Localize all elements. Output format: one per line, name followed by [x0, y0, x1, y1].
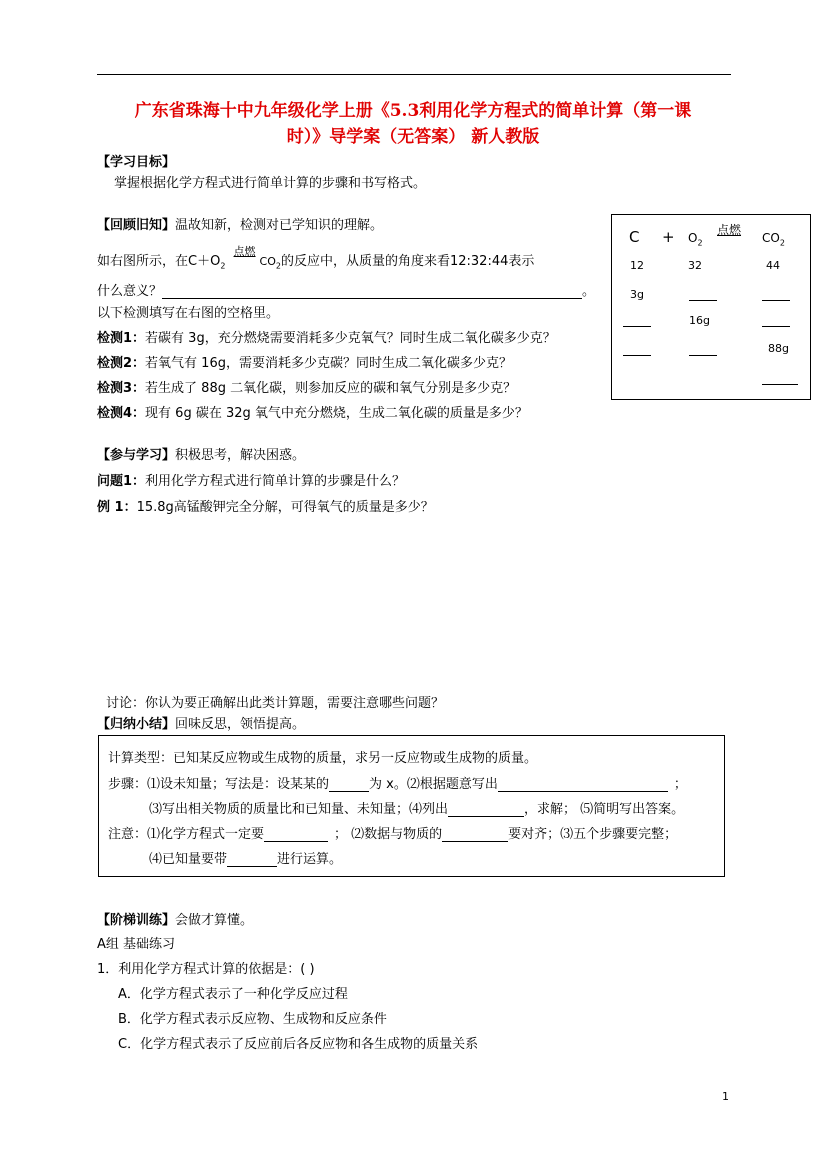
box-burning-condition: 点燃 [717, 223, 742, 237]
option-b[interactable]: B．化学方程式表示反应物、生成物和反应条件 [118, 1012, 387, 1027]
goal-text: 掌握根据化学方程式进行简单计算的步骤和书写格式。 [114, 176, 427, 191]
test-1-text: 若碳有 3g，充分燃烧需要消耗多少克氧气？同时生成二氧化碳多少克？ [145, 331, 556, 346]
blank-co2-row3[interactable] [762, 326, 790, 327]
training-heading: 【阶梯训练】 [97, 913, 176, 928]
co2-box-subscript: 2 [779, 238, 785, 248]
steps2-text-b: ，求解； ⑸简明写出答案。 [524, 802, 685, 817]
steps2-text-a: ⑶写出相关物质的质量比和已知量、未知量；⑷列出 [149, 802, 449, 817]
participate-heading: 【参与学习】 [97, 448, 176, 463]
example-1-text: 15.8g高锰酸钾完全分解，可得氧气的质量是多少？ [136, 500, 434, 515]
test-4 [97, 402, 528, 421]
reaction-mass-box [611, 214, 811, 400]
note2-text-a: ⑷已知量要带 [149, 852, 228, 867]
header-rule [97, 74, 731, 75]
review-line-3: 以下检测填写在右图的空格里。 [97, 306, 280, 321]
steps-line-1 [108, 773, 687, 792]
equation-text-c: 的反应中，从质量的角度来看12:32:44表示 [280, 254, 535, 269]
note2-text-b: 进行运算。 [277, 852, 343, 867]
test-1-label: 检测1： [97, 331, 146, 346]
goal-heading: 【学习目标】 [97, 155, 176, 170]
o2-subscript: 2 [220, 261, 226, 271]
note-text-c: 要对齐；⑶五个步骤要完整； [508, 827, 678, 842]
burning-condition [230, 245, 260, 269]
test-2 [97, 352, 512, 371]
co2-text: CO [259, 255, 276, 268]
page-number: 1 [722, 1090, 729, 1103]
question-1 [97, 470, 405, 489]
steps-text-a: 步骤：⑴设未知量；写法是：设某某的 [108, 777, 330, 792]
steps-text-b: 为 x。⑵根据题意写出 [369, 777, 498, 792]
equation-blank[interactable] [498, 778, 668, 792]
given-oxygen-16g: 16g [689, 314, 710, 327]
co2-subscript: 2 [275, 261, 281, 271]
question-1-text: 利用化学方程式进行简单计算的步骤是什么？ [145, 474, 406, 489]
test-3 [97, 377, 516, 396]
participate-heading-line [97, 444, 305, 463]
ratio-co2: 44 [766, 259, 780, 272]
alignment-blank[interactable] [442, 828, 508, 842]
blank-carbon-row3[interactable] [623, 326, 651, 327]
given-carbon-3g: 3g [630, 288, 644, 301]
discussion: 讨论：你认为要正确解出此类计算题，需要注意哪些问题？ [106, 696, 445, 711]
burning-condition-label: 点燃 [233, 245, 256, 258]
group-a-label: A组 基础练习 [97, 937, 176, 952]
test-4-text: 现有 6g 碳在 32g 氧气中充分燃烧，生成二氧化碳的质量是多少？ [145, 406, 528, 421]
training-heading-tail: 会做才算懂。 [175, 913, 254, 928]
note-line-1 [108, 823, 677, 842]
participate-heading-tail: 积极思考，解决困惑。 [175, 448, 306, 463]
blank-carbon-row4[interactable] [623, 355, 651, 356]
steps-text-c: ； [673, 777, 687, 792]
note-text-b: ； ⑵数据与物质的 [334, 827, 443, 842]
blank-oxygen-row4[interactable] [689, 355, 717, 356]
review-heading-tail: 温故知新，检测对已学知识的理解。 [175, 218, 384, 233]
given-co2-88g: 88g [768, 342, 789, 355]
test-1 [97, 327, 556, 346]
review-heading: 【回顾旧知】 [97, 218, 176, 233]
ratio-oxygen: 32 [688, 259, 702, 272]
note-text-a: 注意：⑴化学方程式一定要 [108, 827, 265, 842]
option-c[interactable]: C．化学方程式表示了反应前后各反应物和各生成物的质量关系 [118, 1037, 479, 1052]
example-1 [97, 496, 434, 515]
test-3-text: 若生成了 88g 二氧化碳，则参加反应的碳和氧气分别是多少克？ [145, 381, 517, 396]
note-line-2 [149, 848, 342, 867]
test-4-label: 检测4： [97, 406, 146, 421]
summary-box [98, 735, 725, 877]
test-3-label: 检测3： [97, 381, 146, 396]
summary-heading-line [97, 713, 305, 732]
blank-oxygen-row2[interactable] [689, 300, 717, 301]
title-line-2: 时）》导学案（无答案） 新人教版 [286, 127, 540, 147]
unit-blank[interactable] [227, 853, 277, 867]
ratio-carbon: 12 [630, 259, 644, 272]
equation-requirement-blank[interactable] [264, 828, 328, 842]
oxygen-subscript: 2 [697, 238, 703, 248]
title-line-1: 广东省珠海十中九年级化学上册《5.3利用化学方程式的简单计算（第一课 [134, 101, 692, 121]
calc-type: 计算类型：已知某反应物或生成物的质量，求另一反应物或生成物的质量。 [108, 751, 538, 766]
steps-line-2 [149, 798, 684, 817]
document-title [88, 98, 738, 150]
summary-heading-tail: 回味反思，领悟提高。 [175, 717, 306, 732]
blank-below-co2[interactable] [762, 384, 798, 385]
example-1-label: 例 1： [97, 500, 137, 515]
question-1-label: 问题1： [97, 474, 146, 489]
review-line-1 [97, 245, 535, 271]
test-2-text: 若氧气有 16g，需要消耗多少克碳？同时生成二氧化碳多少克？ [145, 356, 512, 371]
review-line-2 [97, 280, 595, 299]
equation-text-a: 如右图所示，在C＋O [97, 254, 221, 269]
test-2-label: 检测2： [97, 356, 146, 371]
summary-heading: 【归纳小结】 [97, 717, 176, 732]
plus-sign: + [662, 228, 675, 246]
co2-box-text: CO [762, 231, 780, 245]
carbon-symbol: C [629, 228, 640, 246]
review-heading-line [97, 214, 383, 233]
meaning-end: 。 [582, 284, 596, 299]
oxygen-symbol [688, 231, 703, 247]
unknown-quantity-blank[interactable] [329, 778, 369, 792]
meaning-question: 什么意义？ [97, 284, 163, 299]
blank-co2-row2[interactable] [762, 300, 790, 301]
option-a[interactable]: A．化学方程式表示了一种化学反应过程 [118, 987, 348, 1002]
oxygen-text: O [688, 231, 698, 245]
meaning-answer-blank[interactable] [162, 285, 582, 299]
question-1-basis: 1．利用化学方程式计算的依据是：( ) [97, 962, 315, 977]
proportion-blank[interactable] [448, 803, 524, 817]
co2-symbol [762, 231, 785, 247]
training-heading-line [97, 909, 253, 928]
